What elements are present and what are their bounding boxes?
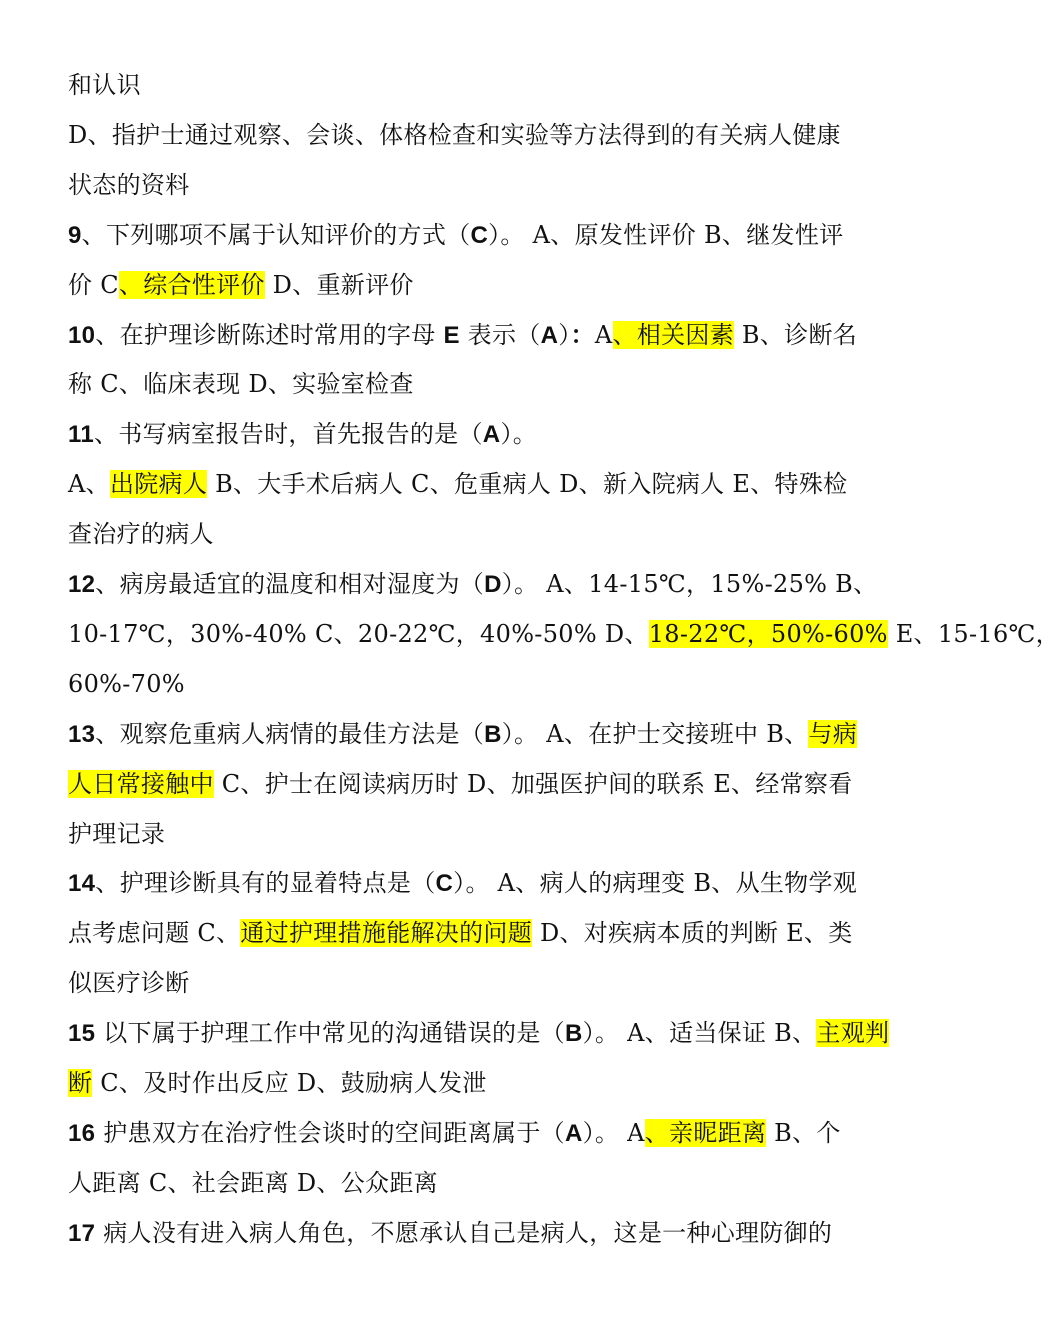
question-number: A <box>540 321 559 349</box>
text-line <box>68 114 888 156</box>
highlighted-answer: 出院病人 <box>109 470 208 499</box>
text-segment: C、护士在阅读病历时 D、加强医护间的联系 E、经常察看 <box>213 769 853 798</box>
text-segment: 状态的资料 <box>68 170 190 199</box>
text-line <box>68 813 888 855</box>
text-segment: 点考虑问题 C、 <box>68 919 241 948</box>
question-number: 9 <box>68 221 82 249</box>
question-number: 17 <box>68 1219 96 1247</box>
text-segment: ）。 A、原发性评价 B、继发性评 <box>488 220 844 249</box>
text-line <box>68 1112 888 1154</box>
text-line <box>68 563 888 605</box>
text-segment: ）。 A、病人的病理变 B、从生物学观 <box>453 869 858 898</box>
text-segment: 查治疗的病人 <box>68 520 214 549</box>
text-segment: C、及时作出反应 D、鼓励病人发泄 <box>92 1069 487 1097</box>
text-line <box>68 1062 888 1104</box>
question-number: B <box>564 1020 583 1048</box>
text-segment: ）。 A、14-15℃，15%-25% B、 <box>501 570 878 598</box>
text-segment: 10-17℃，30%-40% C、20-22℃，40%-50% D、 <box>68 619 649 648</box>
text-line <box>68 64 888 106</box>
question-number: A <box>482 421 501 449</box>
text-segment: 以下属于护理工作中常见的沟通错误的是（ <box>95 1019 565 1048</box>
highlighted-answer: 主观判 <box>816 1019 890 1048</box>
text-line <box>68 912 888 954</box>
text-segment: A <box>594 320 613 349</box>
question-number: 16 <box>68 1119 96 1147</box>
text-segment: 、护理诊断具有的显着特点是（ <box>95 869 436 898</box>
highlighted-answer: 通过护理措施能解决的问题 <box>240 919 533 948</box>
text-segment: 护理记录 <box>68 819 166 848</box>
text-line <box>68 264 888 306</box>
text-segment: 似医疗诊断 <box>68 969 190 998</box>
text-line <box>68 413 888 455</box>
highlighted-answer: 、亲昵距离 <box>644 1118 767 1147</box>
text-segment: 、在护理诊断陈述时常用的字母 <box>95 320 444 349</box>
text-line <box>68 164 888 206</box>
question-number: C <box>435 870 454 898</box>
highlighted-answer: 、综合性评价 <box>118 270 265 299</box>
text-line <box>68 713 888 755</box>
text-segment: B、诊断名 <box>734 320 858 349</box>
text-line <box>68 962 888 1004</box>
question-number: D <box>484 571 502 598</box>
text-line <box>68 613 1060 655</box>
text-segment: B、个 <box>766 1118 841 1147</box>
text-segment: B、大手术后病人 C、危重病人 D、新入院病人 E、特殊检 <box>207 470 848 499</box>
text-segment: 价 C <box>68 270 119 299</box>
text-segment: 、观察危重病人病情的最佳方法是（ <box>95 719 485 748</box>
text-segment: 表示（ <box>459 320 541 349</box>
text-line <box>68 513 888 555</box>
text-segment: ）。 A、在护士交接班中 B、 <box>501 719 809 748</box>
text-segment: 病人没有进入病人角色，不愿承认自己是病人，这是一种心理防御的 <box>95 1218 833 1247</box>
text-segment: E、15-16℃， <box>887 619 1060 648</box>
text-line <box>68 214 888 256</box>
text-line <box>68 463 888 505</box>
text-segment: 60%-70% <box>68 669 185 698</box>
text-line <box>68 314 888 356</box>
text-segment: D、指护士通过观察、会谈、体格检查和实验等方法得到的有关病人健康 <box>68 120 841 149</box>
question-number: C <box>470 221 489 249</box>
text-line <box>68 1162 888 1204</box>
question-number: 12 <box>68 571 96 598</box>
text-segment: D、重新评价 <box>264 270 414 299</box>
text-line <box>68 363 888 405</box>
question-number: 14 <box>68 870 96 898</box>
text-segment: ） <box>558 320 571 349</box>
question-number: 15 <box>68 1020 96 1048</box>
text-line <box>68 1212 888 1254</box>
highlighted-answer: 18-22℃，50%-60% <box>648 619 888 648</box>
text-segment: D、对疾病本质的判断 E、类 <box>532 919 853 948</box>
question-number: 13 <box>68 720 96 748</box>
text-line <box>68 1012 888 1054</box>
text-line <box>68 663 888 705</box>
highlighted-answer: 、相关因素 <box>612 320 734 349</box>
question-number: A <box>564 1119 583 1147</box>
text-segment: ）。 A <box>582 1118 645 1147</box>
text-segment: 、病房最适宜的温度和相对湿度为（ <box>95 570 485 598</box>
question-number: 10 <box>68 321 96 349</box>
question-number: 11 <box>68 421 94 449</box>
text-line <box>68 763 888 805</box>
question-number: ： <box>570 321 595 349</box>
text-segment: ）。 A、适当保证 B、 <box>582 1019 817 1048</box>
question-number: B <box>484 720 502 748</box>
highlighted-answer: 与病 <box>808 719 858 748</box>
text-segment: ）。 <box>500 420 538 449</box>
text-segment: 人距离 C、社会距离 D、公众距离 <box>68 1168 438 1197</box>
text-segment: 护患双方在治疗性会谈时的空间距离属于（ <box>95 1118 565 1147</box>
text-segment: 称 C、临床表现 D、实验室检查 <box>68 370 414 399</box>
highlighted-answer: 断 <box>68 1069 93 1097</box>
text-segment: 、下列哪项不属于认知评价的方式（ <box>81 220 471 249</box>
text-segment: 、书写病室报告时，首先报告的是（ <box>93 420 483 449</box>
text-segment: A、 <box>68 470 110 499</box>
text-segment: 和认识 <box>68 71 141 99</box>
highlighted-answer: 人日常接触中 <box>68 769 214 798</box>
text-line <box>68 862 888 904</box>
question-number: E <box>443 321 460 349</box>
